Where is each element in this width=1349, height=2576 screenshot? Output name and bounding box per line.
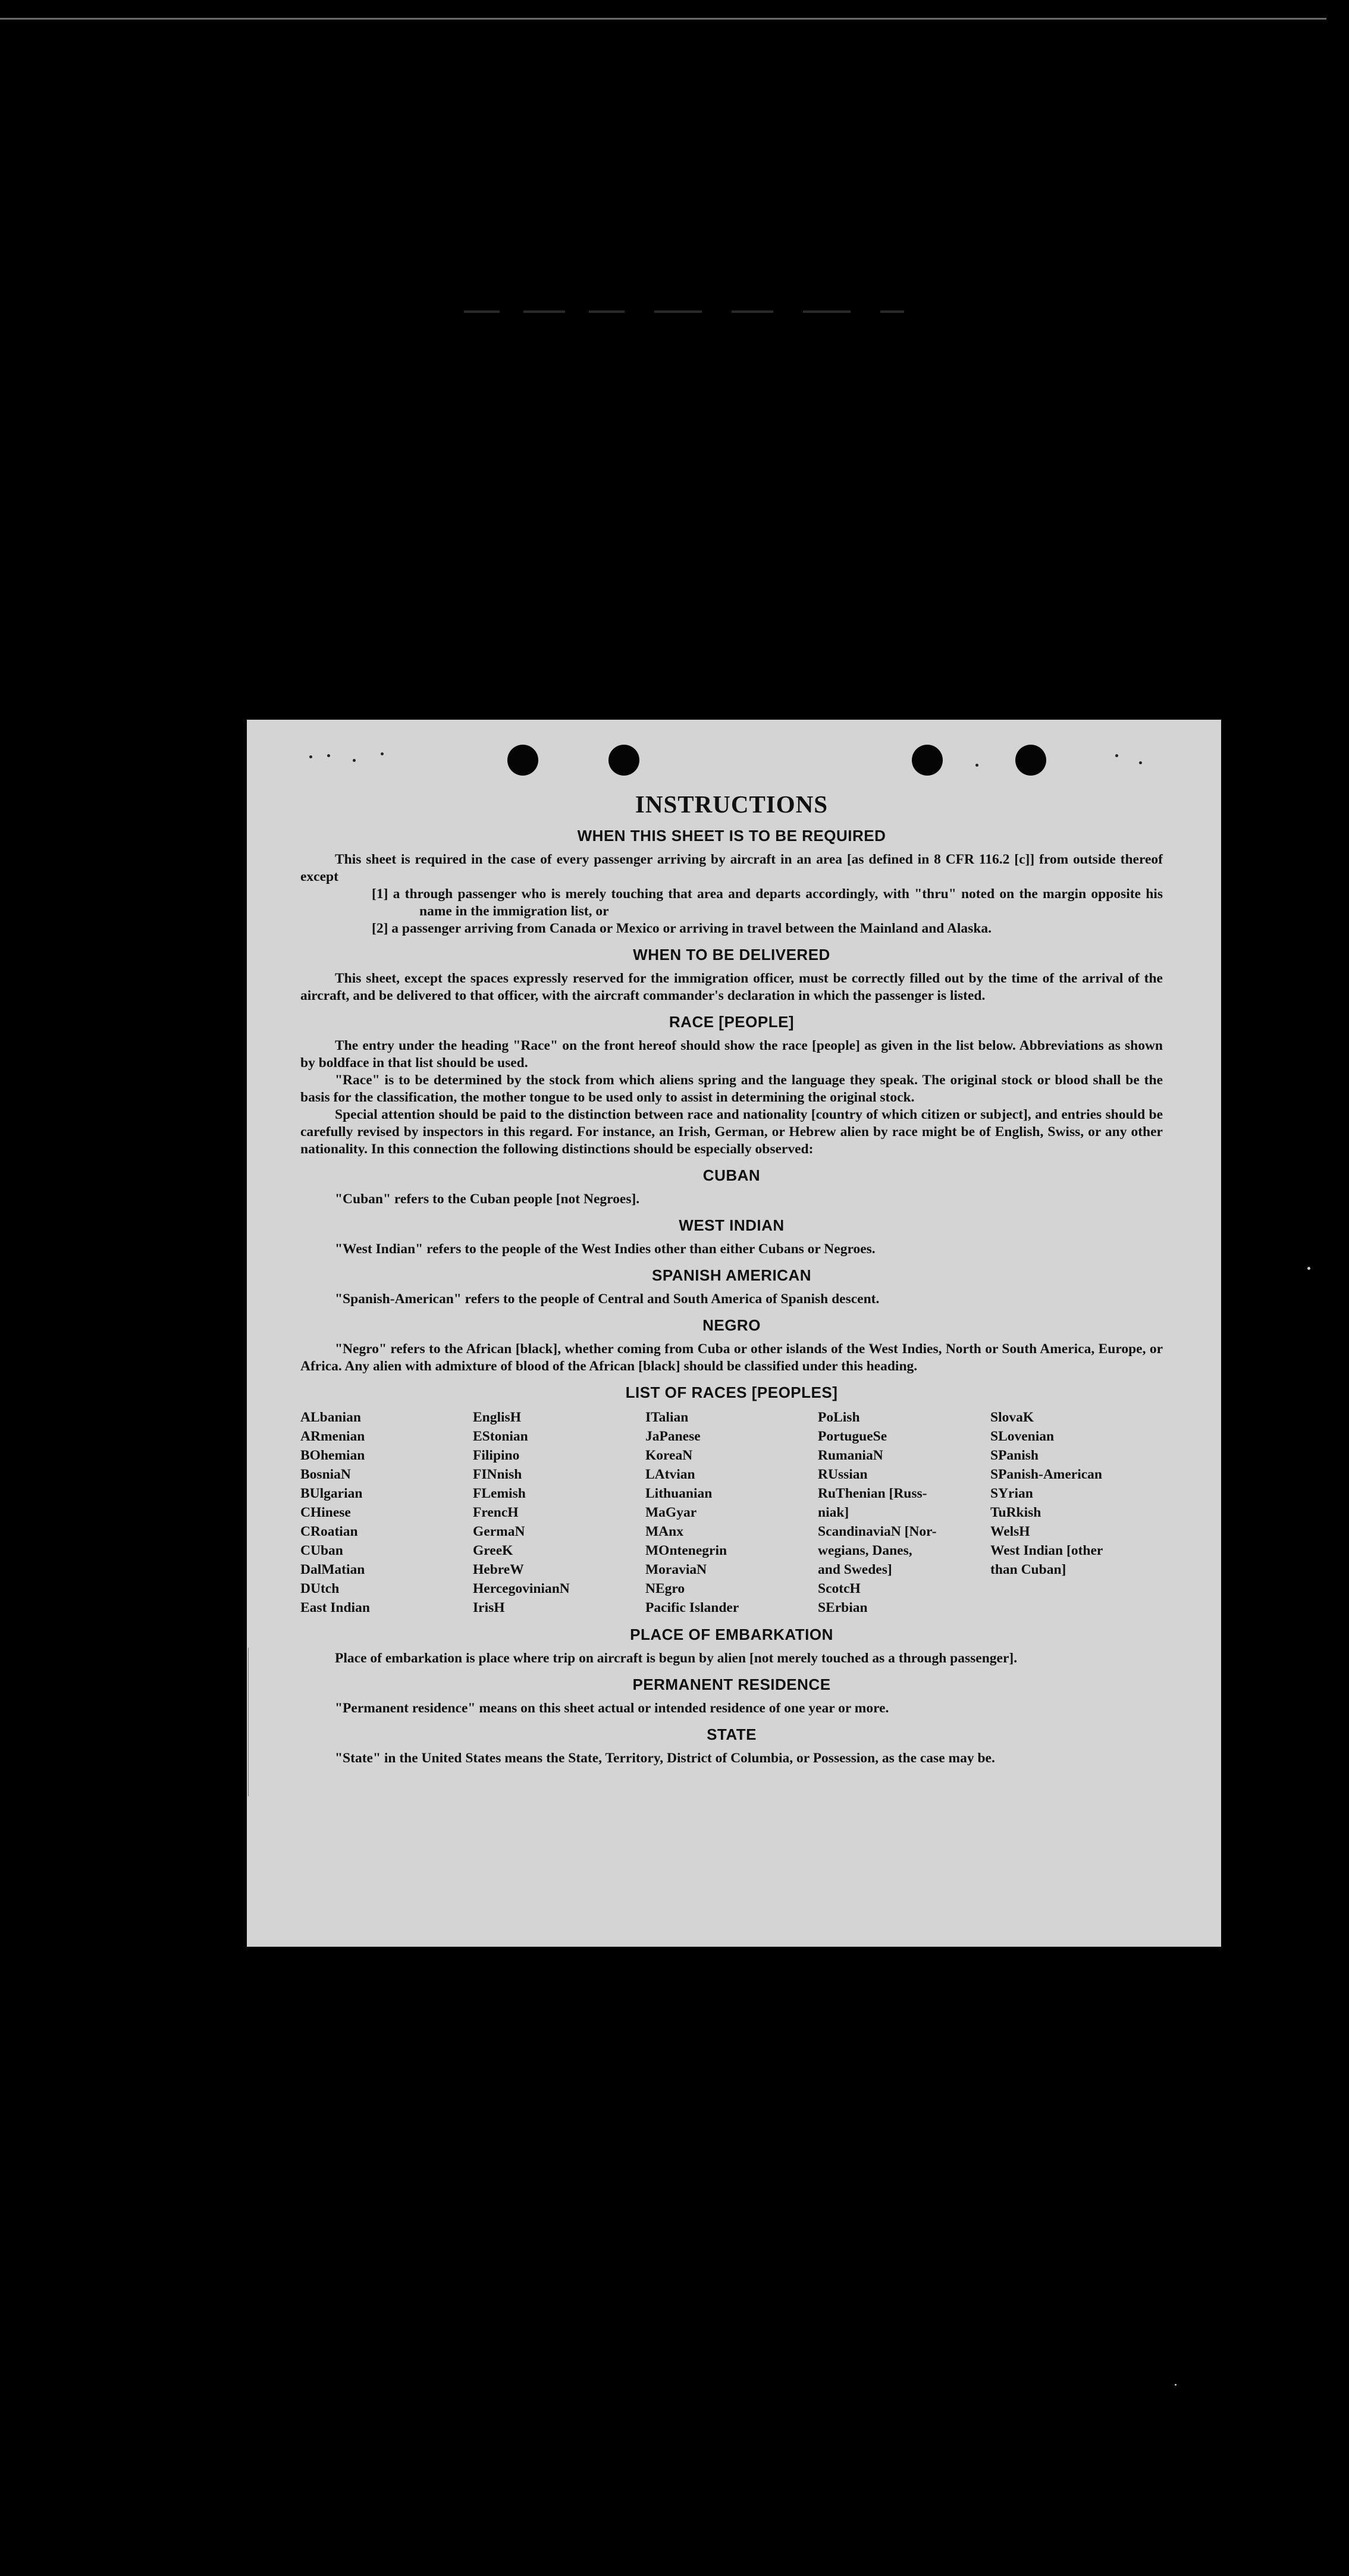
race-entry: HebreW <box>473 1562 524 1577</box>
race-entry: SErbian <box>818 1600 868 1615</box>
race-entry: ScandinaviaN [Nor- wegians, Danes, and Swedes] <box>818 1524 937 1577</box>
section-heading-negro: NEGRO <box>702 1316 761 1334</box>
document-sheet <box>247 720 1221 1947</box>
race-entry: SYrian <box>990 1486 1033 1501</box>
race-entry: SPanish-American <box>990 1467 1102 1482</box>
print-speck <box>309 755 312 758</box>
race-entry: NEgro <box>645 1581 685 1596</box>
print-speck <box>353 759 356 762</box>
race-entry: BUlgarian <box>300 1486 363 1501</box>
cuban-text: "Cuban" refers to the Cuban people [not Negroes]. <box>335 1191 640 1207</box>
binder-hole <box>1015 745 1046 776</box>
race-entry: FLemish <box>473 1486 526 1501</box>
race-entry: LAtvian <box>645 1467 695 1482</box>
races-column <box>645 1408 818 1617</box>
race-entry: FrencH <box>473 1505 519 1520</box>
race-entry: Lithuanian <box>645 1486 713 1501</box>
print-speck <box>1115 754 1118 757</box>
race-entry: BosniaN <box>300 1467 351 1482</box>
scan-artifact <box>589 310 625 313</box>
race-entry: FINnish <box>473 1467 522 1482</box>
race-entry: Pacific Islander <box>645 1600 739 1615</box>
section-heading-cuban: CUBAN <box>702 1166 761 1184</box>
section-heading-required: WHEN THIS SHEET IS TO BE REQUIRED <box>577 827 886 845</box>
race-entry: RuThenian [Russ- niak] <box>818 1486 927 1520</box>
race-entry: RumaniaN <box>818 1448 883 1463</box>
print-speck <box>381 752 384 755</box>
scan-artifact <box>732 310 773 313</box>
section-heading-spanish-american: SPANISH AMERICAN <box>651 1266 811 1284</box>
races-column <box>990 1408 1163 1617</box>
races-column <box>818 1408 990 1617</box>
race-entry: ARmenian <box>300 1429 365 1444</box>
binder-hole <box>608 745 639 776</box>
required-item-2: [2] a passenger arriving from Canada or Mexico or arriving in travel between the Mainland and Alaska. <box>372 921 992 936</box>
state-text: "State" in the United States means the State, Territory, District of Columbia, or Possession, as the case may be. <box>335 1750 995 1766</box>
race-entry: West Indian [other than Cuban] <box>990 1543 1103 1577</box>
races-column <box>473 1408 645 1617</box>
section-heading-state: STATE <box>707 1725 757 1743</box>
scan-artifact <box>523 310 565 313</box>
print-speck <box>327 754 330 757</box>
race-entry: CUban <box>300 1543 343 1558</box>
races-column <box>300 1408 473 1617</box>
instructions-body <box>300 790 1163 1767</box>
race-entry: IrisH <box>473 1600 505 1615</box>
race-entry: CHinese <box>300 1505 351 1520</box>
race-paragraph-3: Special attention should be paid to the distinction between race and nationality [country of which citizen or subject], and entries should be carefully revised by inspectors in this regard. For instance, an Irish, German, or Hebrew alien by race might be of English, Swiss, or any other nationality. In this connection the following distinctions should be especially observed: <box>300 1107 1163 1157</box>
binder-hole <box>507 745 538 776</box>
race-entry: EnglisH <box>473 1410 521 1425</box>
print-speck <box>1139 761 1142 764</box>
race-entry: TuRkish <box>990 1505 1041 1520</box>
race-entry: SlovaK <box>990 1410 1034 1425</box>
print-speck <box>975 764 978 767</box>
spanish-american-text: "Spanish-American" refers to the people of Central and South America of Spanish descent. <box>335 1291 880 1307</box>
race-entry: RUssian <box>818 1467 868 1482</box>
race-paragraph-1: The entry under the heading "Race" on the front hereof should show the race [people] as given in the list below. Abbreviations as shown by boldface in that list should be used. <box>300 1038 1163 1071</box>
section-heading-embarkation: PLACE OF EMBARKATION <box>630 1626 833 1643</box>
scan-artifact <box>880 310 904 313</box>
race-paragraph-2: "Race" is to be determined by the stock from which aliens spring and the language they speak. The original stock or blood shall be the basis for the classification, the mother tongue to be used only to assist in determining the original stock. <box>300 1072 1163 1105</box>
embarkation-text: Place of embarkation is place where trip on aircraft is begun by alien [not merely touched as a through passenger]. <box>335 1651 1018 1666</box>
binder-hole <box>912 745 943 776</box>
page-title: INSTRUCTIONS <box>635 790 829 818</box>
scan-artifact <box>464 310 500 313</box>
section-heading-list-of-races: LIST OF RACES [PEOPLES] <box>625 1383 838 1401</box>
race-entry: East Indian <box>300 1600 370 1615</box>
race-entry: KoreaN <box>645 1448 693 1463</box>
race-entry: BOhemian <box>300 1448 365 1463</box>
west-indian-text: "West Indian" refers to the people of the West Indies other than either Cubans or Negroes. <box>335 1241 876 1257</box>
race-entry: EStonian <box>473 1429 528 1444</box>
dust-speck <box>1175 2384 1177 2386</box>
race-entry: SPanish <box>990 1448 1039 1463</box>
section-heading-west-indian: WEST INDIAN <box>679 1216 785 1234</box>
race-entry: DUtch <box>300 1581 340 1596</box>
race-entry: DalMatian <box>300 1562 365 1577</box>
race-entry: GermaN <box>473 1524 525 1539</box>
negro-text: "Negro" refers to the African [black], whether coming from Cuba or other islands of the West Indies, North or South America, Europe, or Africa. Any alien with admixture of blood of the African [black] should be classified under this heading. <box>300 1341 1163 1374</box>
races-table <box>300 1408 1163 1617</box>
race-entry: MaGyar <box>645 1505 697 1520</box>
section-heading-residence: PERMANENT RESIDENCE <box>632 1676 831 1693</box>
race-entry: HercegovinianN <box>473 1581 570 1596</box>
race-entry: JaPanese <box>645 1429 701 1444</box>
race-entry: GreeK <box>473 1543 513 1558</box>
dust-speck <box>1307 1267 1310 1270</box>
race-entry: Filipino <box>473 1448 520 1463</box>
required-item-1: [1] a through passenger who is merely touching that area and departs accordingly, with "thru" noted on the margin opposite his name in the immigration list, or <box>372 886 1163 919</box>
race-entry: CRoatian <box>300 1524 358 1539</box>
scan-artifact <box>803 310 851 313</box>
race-entry: MoraviaN <box>645 1562 707 1577</box>
race-entry: SLovenian <box>990 1429 1055 1444</box>
race-entry: ALbanian <box>300 1410 361 1425</box>
section-heading-delivered: WHEN TO BE DELIVERED <box>633 946 830 964</box>
scan-artifact <box>654 310 702 313</box>
race-entry: ScotcH <box>818 1581 861 1596</box>
margin-rule <box>248 1648 249 1796</box>
race-entry: MAnx <box>645 1524 683 1539</box>
race-entry: PoLish <box>818 1410 860 1425</box>
race-entry: MOntenegrin <box>645 1543 727 1558</box>
required-intro: This sheet is required in the case of every passenger arriving by aircraft in an area [as defined in 8 CFR 116.2 [c]] from outside thereof except <box>300 852 1163 884</box>
residence-text: "Permanent residence" means on this sheet actual or intended residence of one year or more. <box>335 1700 889 1716</box>
race-entry: ITalian <box>645 1410 689 1425</box>
race-entry: PortugueSe <box>818 1429 887 1444</box>
race-entry: WelsH <box>990 1524 1030 1539</box>
scan-top-edge-line <box>0 18 1326 20</box>
delivered-text: This sheet, except the spaces expressly reserved for the immigration officer, must be correctly filled out by the time of the arrival of the aircraft, and be delivered to that officer, with the aircraft commander's declaration in which the passenger is listed. <box>300 971 1163 1003</box>
section-heading-race: RACE [PEOPLE] <box>669 1013 795 1031</box>
